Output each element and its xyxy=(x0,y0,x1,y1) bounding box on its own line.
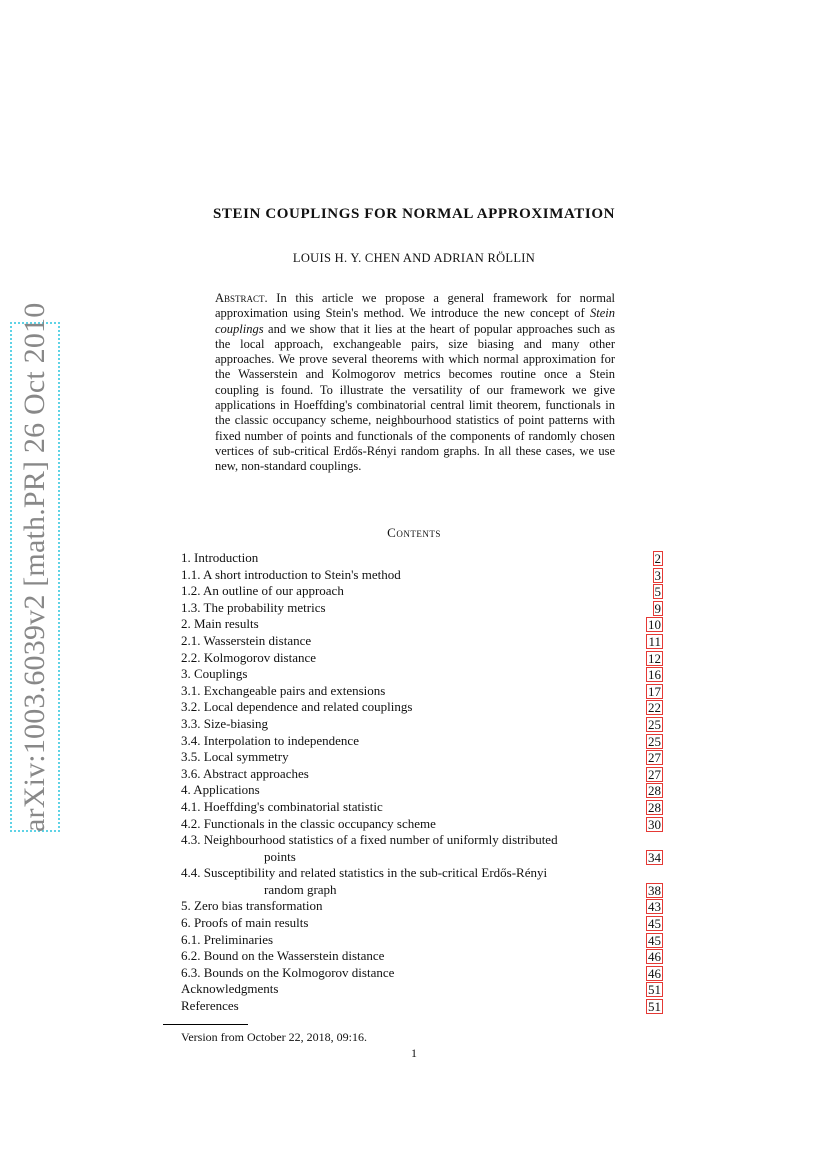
toc-page-link[interactable]: 12 xyxy=(648,650,661,666)
toc-page-link[interactable]: 22 xyxy=(648,700,661,716)
toc-entry[interactable] xyxy=(181,998,663,1015)
abstract-text-1: In this article we propose a general framework for normal approximation using Stein's method. We introduce the new concept of xyxy=(215,291,615,321)
toc-entry-label: 6.2. Bound on the Wasserstein distance xyxy=(181,948,385,964)
toc-page-link[interactable]: 3 xyxy=(654,567,661,583)
toc-entry[interactable] xyxy=(181,567,663,584)
toc-entry-label: 2.2. Kolmogorov distance xyxy=(181,649,317,665)
toc-entry-label: 3.3. Size-biasing xyxy=(181,715,269,731)
toc-entry[interactable] xyxy=(181,948,663,965)
paper-authors: LOUIS H. Y. CHEN AND ADRIAN RÖLLIN xyxy=(292,251,536,265)
toc-entry-label: 4.4. Susceptibility and related statistics in the sub-critical Erdős-Rényi xyxy=(181,865,548,881)
toc-entry-continuation[interactable] xyxy=(181,849,663,866)
toc-entry[interactable] xyxy=(181,633,663,650)
toc-page-link[interactable]: 25 xyxy=(648,733,661,749)
toc-entry[interactable] xyxy=(181,799,663,816)
toc-entry-label: 4.3. Neighbourhood statistics of a fixed number of uniformly distributed xyxy=(181,832,558,848)
toc-page-link[interactable]: 28 xyxy=(648,783,661,799)
toc-page-link[interactable]: 46 xyxy=(648,965,661,981)
toc-page-link[interactable]: 2 xyxy=(654,551,661,566)
toc-entry-label: 5. Zero bias transformation xyxy=(181,898,323,914)
toc-entry[interactable] xyxy=(181,932,663,949)
toc-entry-label: 1.1. A short introduction to Stein's method xyxy=(181,566,401,582)
toc-page-link[interactable]: 45 xyxy=(648,916,661,932)
toc-page-link[interactable]: 11 xyxy=(648,633,661,649)
toc-entry-label: References xyxy=(181,998,239,1014)
toc-page-link[interactable]: 51 xyxy=(648,999,661,1015)
toc-entry-label: 3.4. Interpolation to independence xyxy=(181,732,359,748)
toc-entry-continuation[interactable] xyxy=(181,882,663,899)
toc-entry-label-continued: points xyxy=(264,848,296,864)
toc-entry[interactable] xyxy=(181,550,663,567)
toc-page-link[interactable]: 46 xyxy=(648,949,661,965)
abstract-text-2: and we show that it lies at the heart of popular approaches such as the local approach, exchangeable pairs, size biasing and many other approaches. We prove several theorems with which normal approximation for the Wasserstein and Kolmogorov metrics becomes routine once a Stein coupling is found. To illustrate the versatility of our framework we give applications in Hoeffding's combinatorial central limit theorem, functionals in the classic occupancy scheme, neighbourhood statistics of point patterns with fixed number of points and functionals of the components of randomly chosen vertices of sub-critical Erdős-Rényi random graphs. In all these cases, we use new, non-standard couplings. xyxy=(215,321,615,474)
toc-entry[interactable] xyxy=(181,616,663,633)
toc-page-link[interactable]: 9 xyxy=(654,600,661,616)
arxiv-stamp[interactable]: arXiv:1003.6039v2 [math.PR] 26 Oct 2010 xyxy=(18,302,51,832)
toc-entry[interactable] xyxy=(181,650,663,667)
toc-entry[interactable] xyxy=(181,816,663,833)
toc-page-link[interactable]: 27 xyxy=(648,766,661,782)
toc-page-link[interactable]: 51 xyxy=(648,982,661,998)
toc-entry-label: 2. Main results xyxy=(181,616,259,632)
toc-entry-label: 2.1. Wasserstein distance xyxy=(181,632,312,648)
abstract xyxy=(215,291,615,475)
toc-entry-label: Acknowledgments xyxy=(181,981,279,997)
toc-entry[interactable] xyxy=(181,865,663,882)
toc-entry-label: 4.2. Functionals in the classic occupancy scheme xyxy=(181,815,436,831)
toc-entry-label: 4. Applications xyxy=(181,782,260,798)
footnote: Version from October 22, 2018, 09:16. xyxy=(181,1030,367,1044)
page-number: 1 xyxy=(411,1046,417,1060)
toc-entry[interactable] xyxy=(181,965,663,982)
toc-entry[interactable] xyxy=(181,600,663,617)
toc-page-link[interactable]: 43 xyxy=(648,899,661,915)
toc-page-link[interactable]: 17 xyxy=(648,683,661,699)
toc-entry[interactable] xyxy=(181,766,663,783)
toc-entry-label: 3.5. Local symmetry xyxy=(181,749,289,765)
toc-entry-label: 3.1. Exchangeable pairs and extensions xyxy=(181,682,386,698)
toc-entry-label: 1.3. The probability metrics xyxy=(181,599,326,615)
paper-title: STEIN COUPLINGS FOR NORMAL APPROXIMATION xyxy=(212,206,616,222)
toc-entry[interactable] xyxy=(181,832,663,849)
toc-page-link[interactable]: 10 xyxy=(648,617,661,633)
toc-entry[interactable] xyxy=(181,683,663,700)
table-of-contents xyxy=(181,550,663,1015)
toc-entry-label: 1. Introduction xyxy=(181,550,259,565)
toc-entry[interactable] xyxy=(181,733,663,750)
toc-page-link[interactable]: 34 xyxy=(648,849,661,865)
toc-entry[interactable] xyxy=(181,915,663,932)
toc-page-link[interactable]: 45 xyxy=(648,932,661,948)
toc-page-link[interactable]: 27 xyxy=(648,750,661,766)
toc-entry-label-continued: random graph xyxy=(264,881,337,897)
toc-entry-label: 6.1. Preliminaries xyxy=(181,931,274,947)
contents-heading: Contents xyxy=(387,525,441,540)
toc-entry-label: 6.3. Bounds on the Kolmogorov distance xyxy=(181,964,395,980)
toc-page-link[interactable]: 16 xyxy=(648,667,661,683)
toc-entry[interactable] xyxy=(181,699,663,716)
toc-entry-label: 1.2. An outline of our approach xyxy=(181,583,344,599)
toc-entry-label: 3. Couplings xyxy=(181,666,248,682)
toc-page-link[interactable]: 5 xyxy=(654,584,661,600)
toc-entry-label: 3.6. Abstract approaches xyxy=(181,765,309,781)
toc-entry-label: 3.2. Local dependence and related couplings xyxy=(181,699,413,715)
toc-entry[interactable] xyxy=(181,749,663,766)
toc-entry[interactable] xyxy=(181,583,663,600)
abstract-emphasis: Stein couplings xyxy=(215,306,615,336)
toc-entry[interactable] xyxy=(181,716,663,733)
toc-entry-label: 4.1. Hoeffding's combinatorial statistic xyxy=(181,798,383,814)
toc-entry[interactable] xyxy=(181,666,663,683)
toc-entry[interactable] xyxy=(181,782,663,799)
footnote-rule xyxy=(163,1024,248,1025)
abstract-label: Abstract. xyxy=(215,291,268,305)
toc-page-link[interactable]: 30 xyxy=(648,816,661,832)
toc-page-link[interactable]: 25 xyxy=(648,716,661,732)
toc-page-link[interactable]: 38 xyxy=(648,882,661,898)
toc-entry-label: 6. Proofs of main results xyxy=(181,915,309,931)
toc-entry[interactable] xyxy=(181,981,663,998)
toc-entry[interactable] xyxy=(181,898,663,915)
toc-page-link[interactable]: 28 xyxy=(648,799,661,815)
